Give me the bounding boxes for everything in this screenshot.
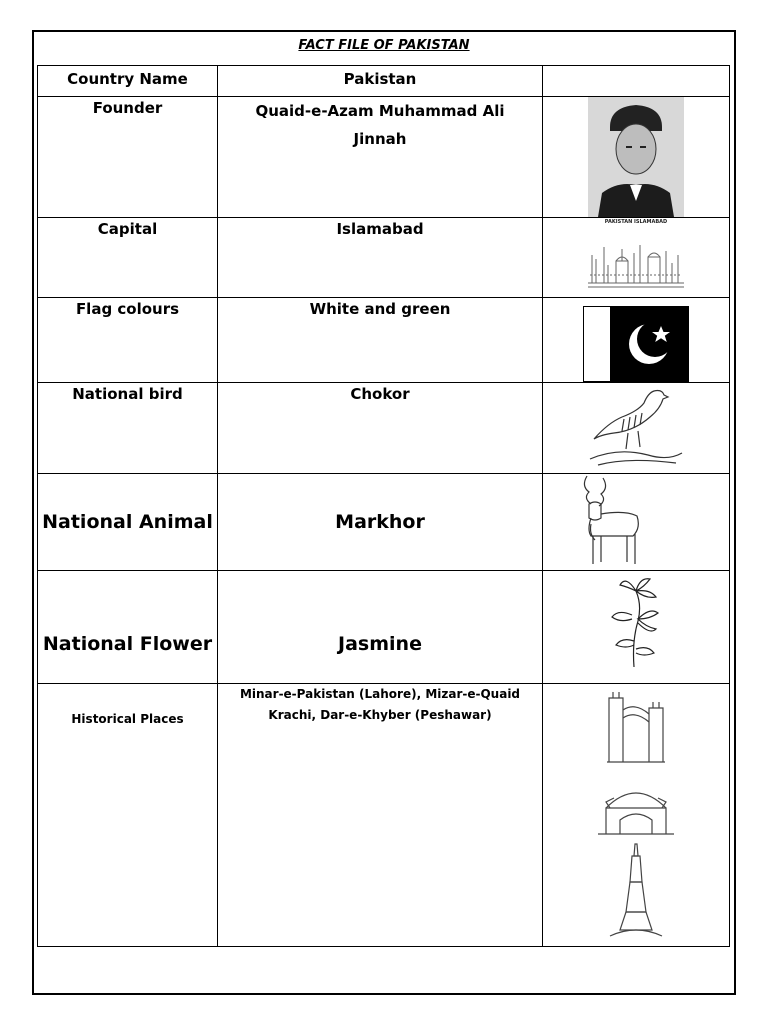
row-value: Chokor: [218, 383, 543, 474]
row-value: Markhor: [218, 474, 543, 571]
jasmine-flower-icon: [606, 571, 666, 671]
historical-places-line-2: Krachi, Dar-e-Khyber (Peshawar): [268, 708, 492, 722]
pakistan-flag-icon: [583, 306, 689, 382]
chukar-bird-icon: [588, 383, 684, 469]
jinnah-portrait-icon: [588, 97, 684, 217]
skyline-caption: PAKISTAN ISLAMABAD: [604, 219, 668, 225]
table-row: [38, 571, 730, 684]
islamabad-skyline-icon: [586, 225, 686, 291]
table-row: [38, 474, 730, 571]
table-row: [38, 218, 730, 298]
table-row: [38, 298, 730, 383]
minar-e-pakistan-icon: [606, 842, 666, 938]
historical-places-line-1: Minar-e-Pakistan (Lahore), Mizar-e-Quaid: [239, 687, 521, 701]
mazar-e-quaid-icon: [596, 778, 676, 836]
image-cell: [543, 474, 730, 571]
row-value: Pakistan: [218, 66, 543, 97]
fact-table: [37, 65, 730, 947]
row-label: National Flower: [38, 571, 218, 684]
row-value: Quaid-e-Azam Muhammad Ali Jinnah: [218, 97, 543, 218]
row-label: Founder: [38, 97, 218, 218]
image-cell: [543, 571, 730, 684]
row-label: Historical Places: [38, 684, 218, 947]
image-cell: [543, 383, 730, 474]
empty-cell: [543, 66, 730, 97]
row-label: Country Name: [38, 66, 218, 97]
row-label: Capital: [38, 218, 218, 298]
row-value: Jasmine: [218, 571, 543, 684]
row-label: Flag colours: [38, 298, 218, 383]
row-label: National bird: [38, 383, 218, 474]
image-cell: [543, 298, 730, 383]
table-row: [38, 684, 730, 947]
image-cell: [543, 218, 730, 298]
khyber-gate-icon: [601, 688, 671, 764]
row-value: Islamabad: [218, 218, 543, 298]
markhor-icon: [577, 474, 647, 570]
table-row: [38, 383, 730, 474]
row-value: White and green: [218, 298, 543, 383]
image-cell: [543, 97, 730, 218]
table-row: [38, 66, 730, 97]
row-label: National Animal: [38, 474, 218, 571]
table-row: [38, 97, 730, 218]
row-value: [218, 684, 543, 947]
page-title: FACT FILE OF PAKISTAN: [298, 38, 470, 53]
image-cell: [543, 684, 730, 947]
